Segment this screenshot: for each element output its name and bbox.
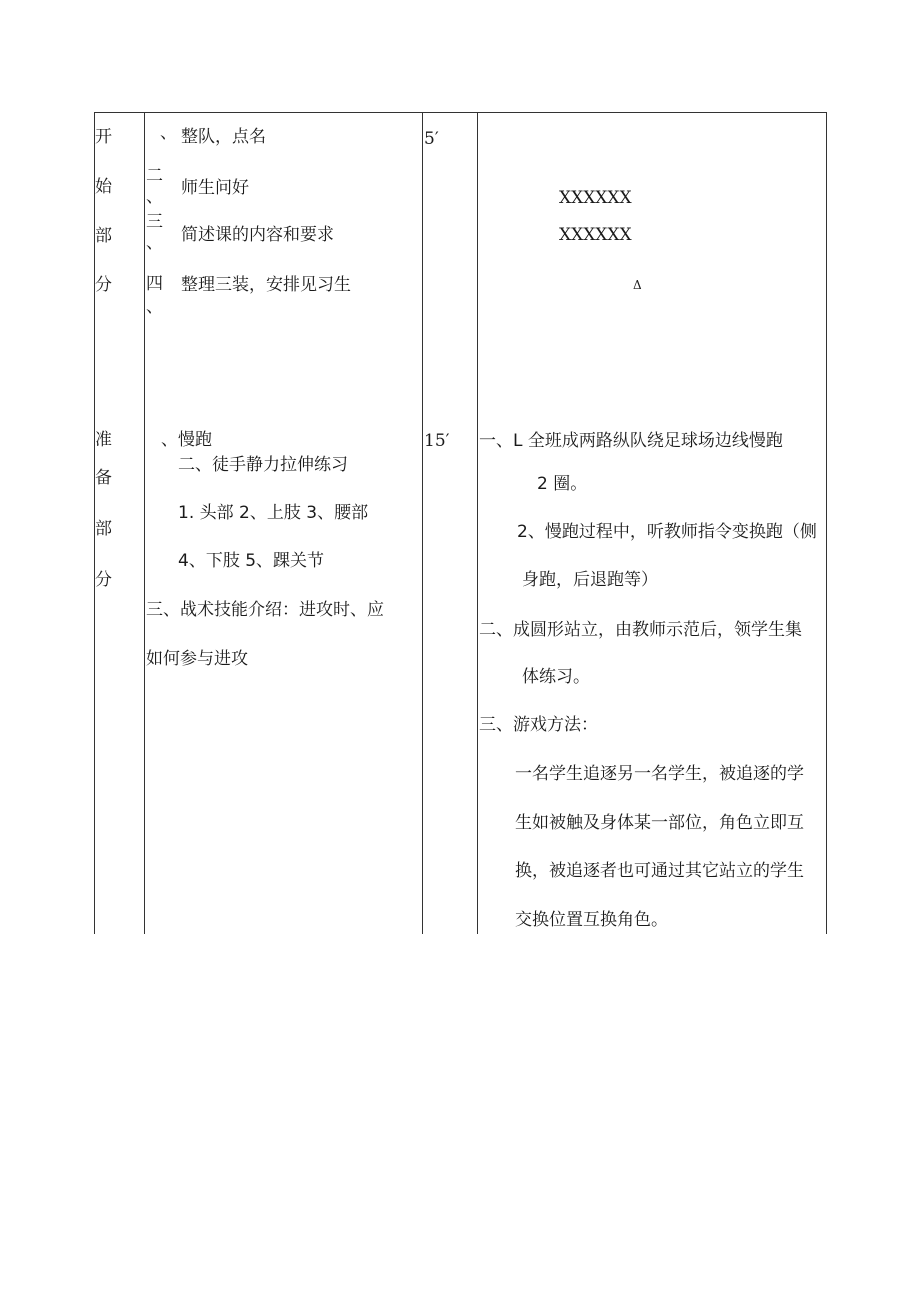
method-line: 一名学生追逐另一名学生，被追逐的学 <box>515 764 804 784</box>
formation-row: XXXXXX <box>559 188 632 208</box>
item-number: 四 <box>146 274 163 294</box>
column-divider-2 <box>144 112 145 934</box>
section-label-char: 部 <box>95 519 112 539</box>
method-line: 交换位置互换角色。 <box>515 910 668 930</box>
item-text: 师生问好 <box>181 178 249 198</box>
section-label-char: 始 <box>95 177 112 197</box>
item-number: 二 <box>146 166 163 186</box>
method-line: 三、游戏方法： <box>479 715 598 735</box>
time-value: 15′ <box>424 431 450 451</box>
method-line: 体练习。 <box>522 667 590 687</box>
teacher-triangle-icon: Δ <box>633 278 642 292</box>
method-line: 2 圈。 <box>537 474 588 494</box>
content-line: 三、战术技能介绍：进攻时、应 <box>146 600 384 620</box>
column-divider-3 <box>422 112 423 934</box>
method-line: 二、成圆形站立，由教师示范后，领学生集 <box>479 620 802 640</box>
content-line: 、慢跑 <box>161 430 212 450</box>
section-label-char: 分 <box>95 275 112 295</box>
item-text: 整队，点名 <box>181 127 266 147</box>
method-line: 身跑，后退跑等） <box>522 570 658 590</box>
item-number-tail: 、 <box>146 233 163 253</box>
item-number: 三 <box>146 212 163 232</box>
time-value: 5′ <box>424 129 439 149</box>
section-label-char: 准 <box>95 430 112 450</box>
item-number-tail: 、 <box>146 187 163 207</box>
item-text: 整理三装，安排见习生 <box>181 275 351 295</box>
method-line: 2、慢跑过程中，听教师指令变换跑（侧 <box>517 522 817 542</box>
content-line: 4、下肢 5、踝关节 <box>178 551 325 571</box>
column-divider-5 <box>826 112 827 934</box>
method-line: 生如被触及身体某一部位，角色立即互 <box>515 813 804 833</box>
item-number: 、 <box>160 123 177 143</box>
formation-row: XXXXXX <box>559 225 632 245</box>
method-line: 一、L 全班成两路纵队绕足球场边线慢跑 <box>479 431 783 451</box>
section-label-char: 部 <box>95 226 112 246</box>
section-label-char: 分 <box>95 570 112 590</box>
table-top-border <box>94 112 827 113</box>
section-label-char: 开 <box>95 127 112 147</box>
content-line: 1. 头部 2、上肢 3、腰部 <box>178 503 369 523</box>
content-line: 如何参与进攻 <box>146 649 248 669</box>
item-text: 简述课的内容和要求 <box>181 225 334 245</box>
content-line: 二、徒手静力拉伸练习 <box>178 455 348 475</box>
method-line: 换，被追逐者也可通过其它站立的学生 <box>515 861 804 881</box>
item-number-tail: 、 <box>146 297 163 317</box>
column-divider-4 <box>477 112 478 934</box>
section-label-char: 备 <box>95 468 112 488</box>
